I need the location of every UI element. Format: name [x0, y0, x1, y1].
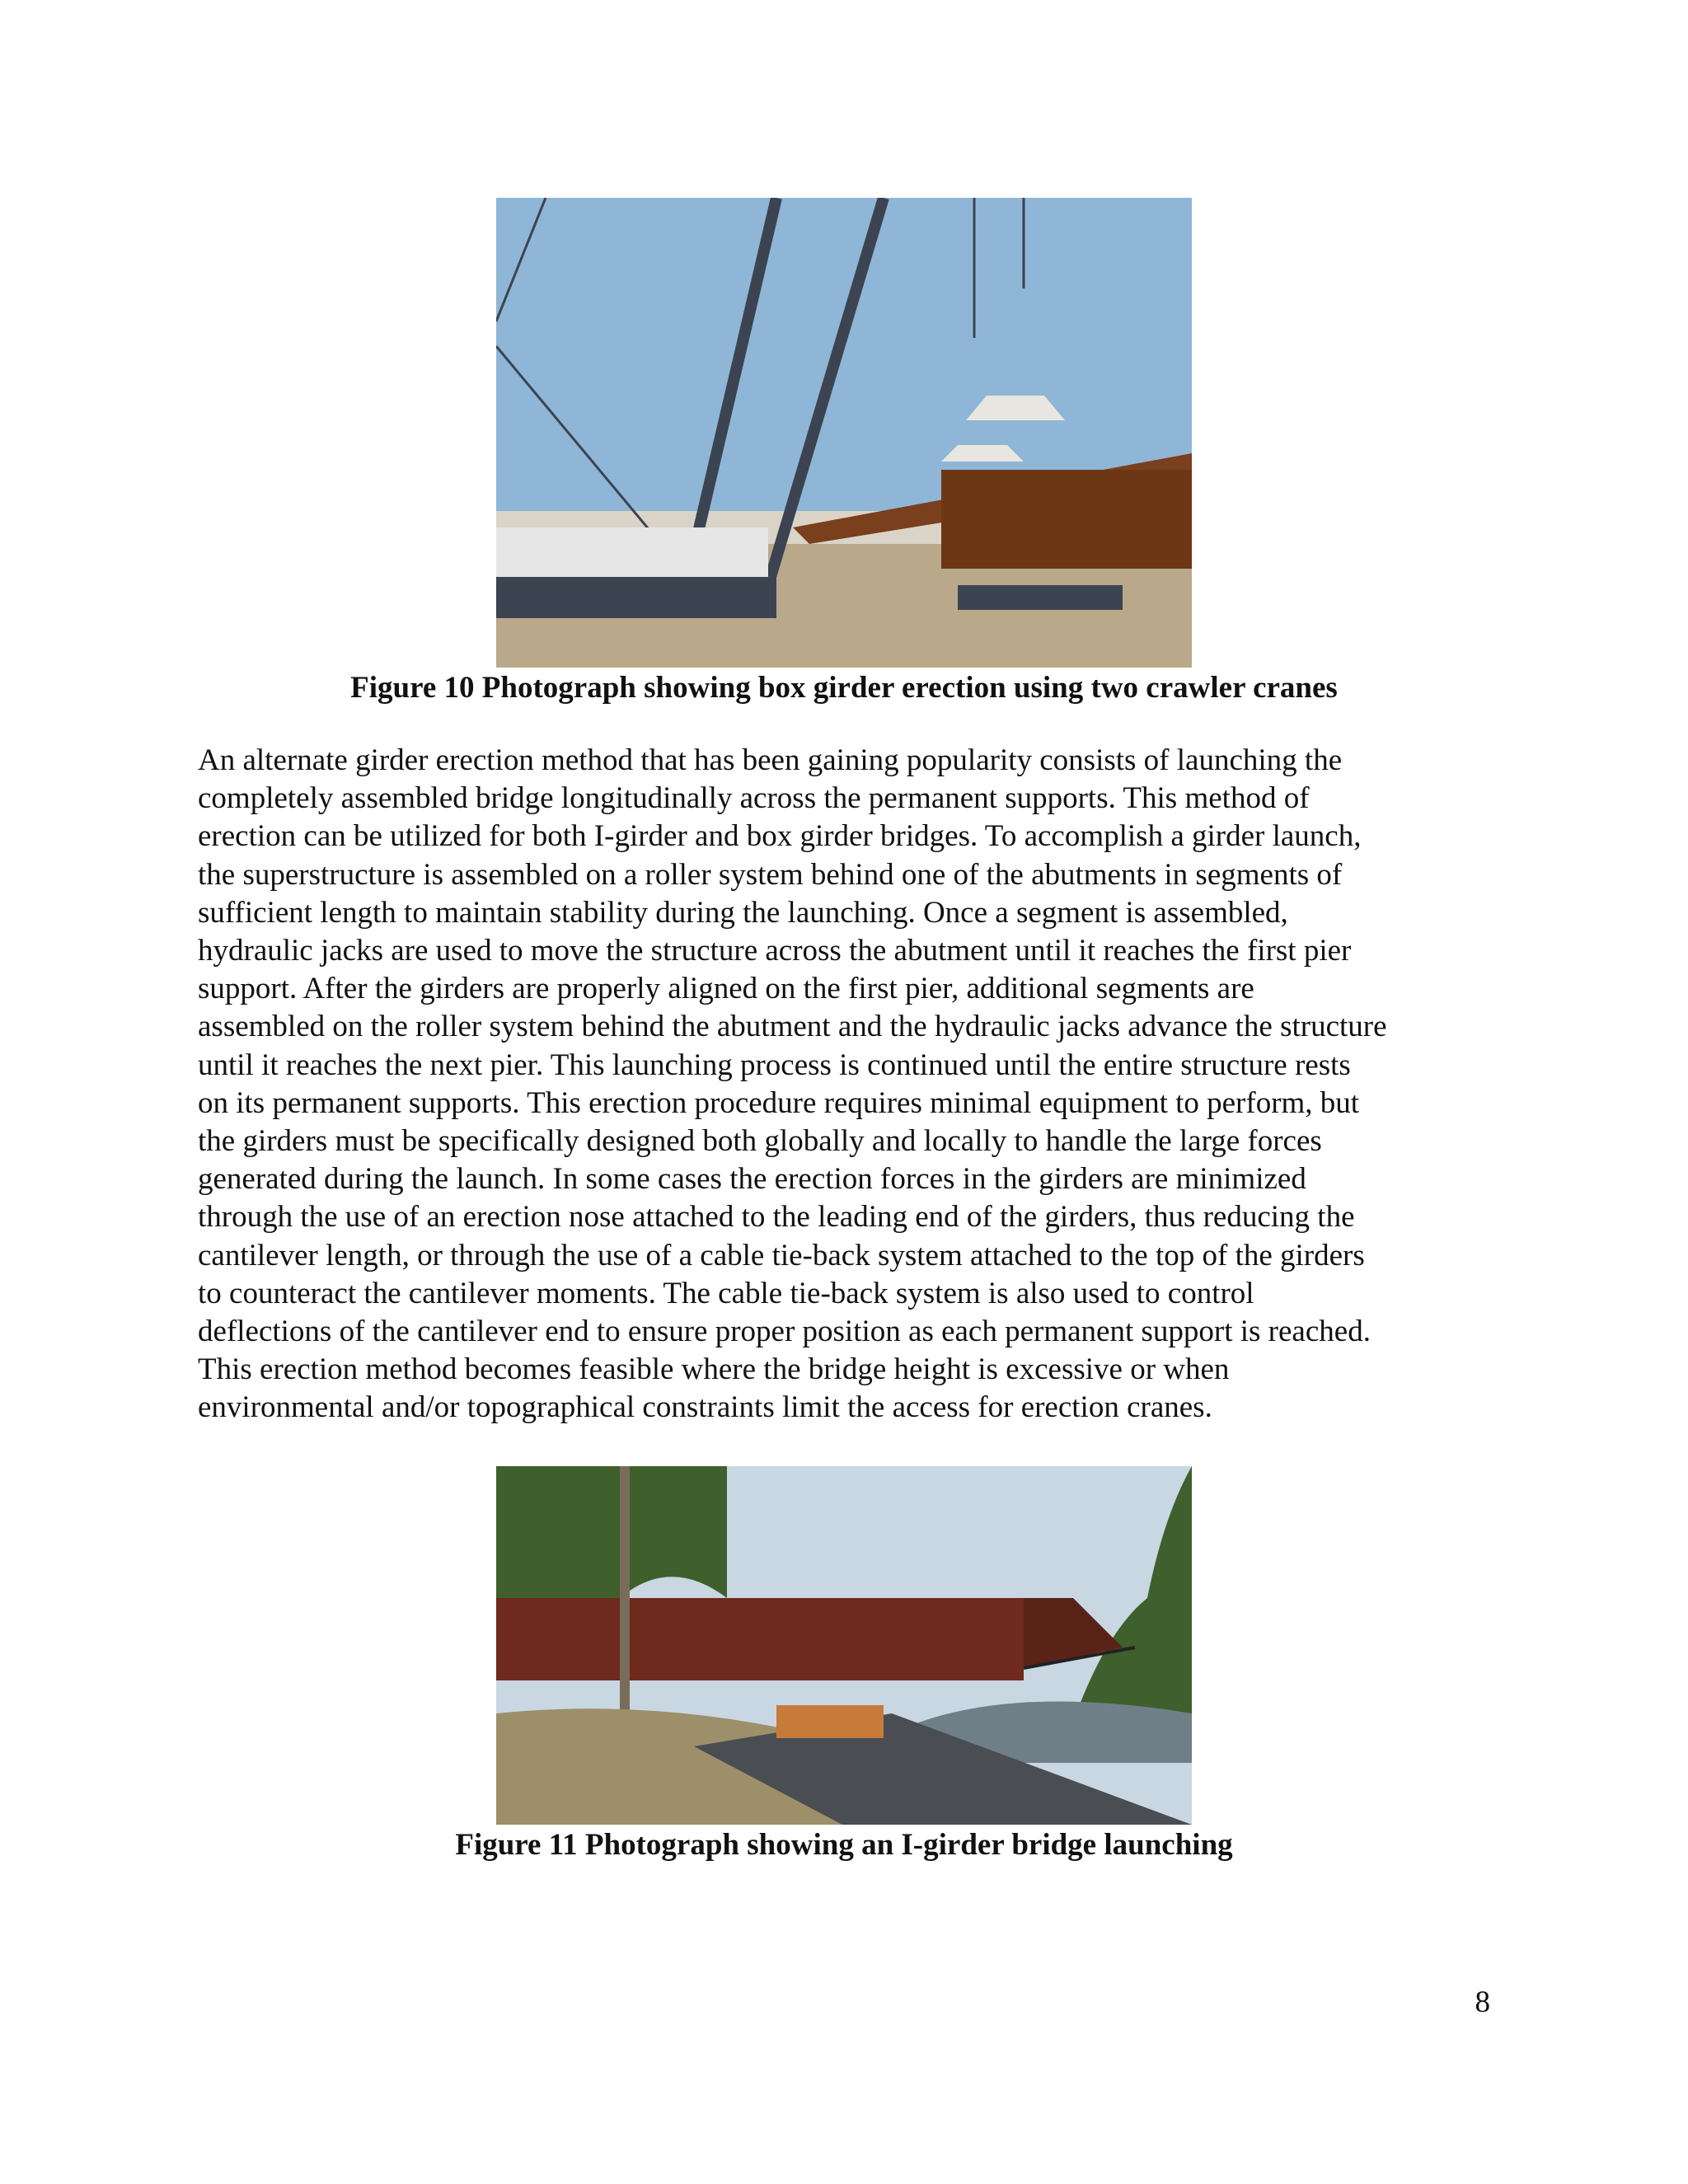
body-line: assembled on the roller system behind the abutment and the hydraulic jacks advance the structure — [198, 1010, 1387, 1044]
body-line: sufficient length to maintain stability during the launching. Once a segment is assembled, — [198, 895, 1288, 930]
body-line: hydraulic jacks are used to move the structure across the abutment until it reaches the first pier — [198, 934, 1352, 968]
girder-launch-photo — [496, 1466, 1192, 1825]
orange-fencing — [776, 1705, 884, 1738]
body-line: An alternate girder erection method that has been gaining popularity consists of launching the — [198, 743, 1343, 777]
figure-11-caption: Figure 11 Photograph showing an I-girder bridge launching — [455, 1828, 1233, 1862]
body-line: the superstructure is assembled on a roller system behind one of the abutments in segments of — [198, 857, 1343, 892]
body-line: through the use of an erection nose attached to the leading end of the girders, thus reducing the — [198, 1200, 1355, 1235]
crawler-tracks — [496, 577, 776, 618]
body-line: to counteract the cantilever moments. The cable tie-back system is also used to control — [198, 1276, 1254, 1310]
figure-11-photo — [496, 1466, 1192, 1825]
body-line: on its permanent supports. This erection procedure requires minimal equipment to perform, but — [198, 1085, 1360, 1120]
body-paragraph — [198, 742, 1533, 1427]
crawler-tracks-2 — [958, 585, 1123, 610]
figure-10-caption: Figure 10 Photograph showing box girder erection using two crawler cranes — [350, 671, 1338, 705]
figure-10-photo — [496, 198, 1192, 668]
body-line: until it reaches the next pier. This launching process is continued until the entire structure rests — [198, 1047, 1351, 1082]
body-line: This erection method becomes feasible where the bridge height is excessive or when — [198, 1352, 1230, 1387]
crane-body — [496, 527, 768, 577]
i-girder — [496, 1598, 1024, 1680]
body-line: cantilever length, or through the use of a cable tie-back system attached to the top of the girders — [198, 1238, 1365, 1272]
girder-section — [941, 470, 1192, 569]
body-line: deflections of the cantilever end to ensure proper position as each permanent support is reached. — [198, 1315, 1371, 1349]
body-line: generated during the launch. In some cases the erection forces in the girders are minimized — [198, 1162, 1306, 1197]
body-line: completely assembled bridge longitudinally across the permanent supports. This method of — [198, 781, 1310, 816]
page-number: 8 — [1475, 1985, 1490, 2019]
body-line: environmental and/or topographical constraints limit the access for erection cranes. — [198, 1390, 1212, 1425]
crane-erection-photo — [496, 198, 1192, 668]
body-line: erection can be utilized for both I-girder and box girder bridges. To accomplish a girder launch, — [198, 819, 1362, 854]
body-line: support. After the girders are properly aligned on the first pier, additional segments are — [198, 972, 1254, 1006]
body-line: the girders must be specifically designed both globally and locally to handle the large forces — [198, 1124, 1322, 1159]
